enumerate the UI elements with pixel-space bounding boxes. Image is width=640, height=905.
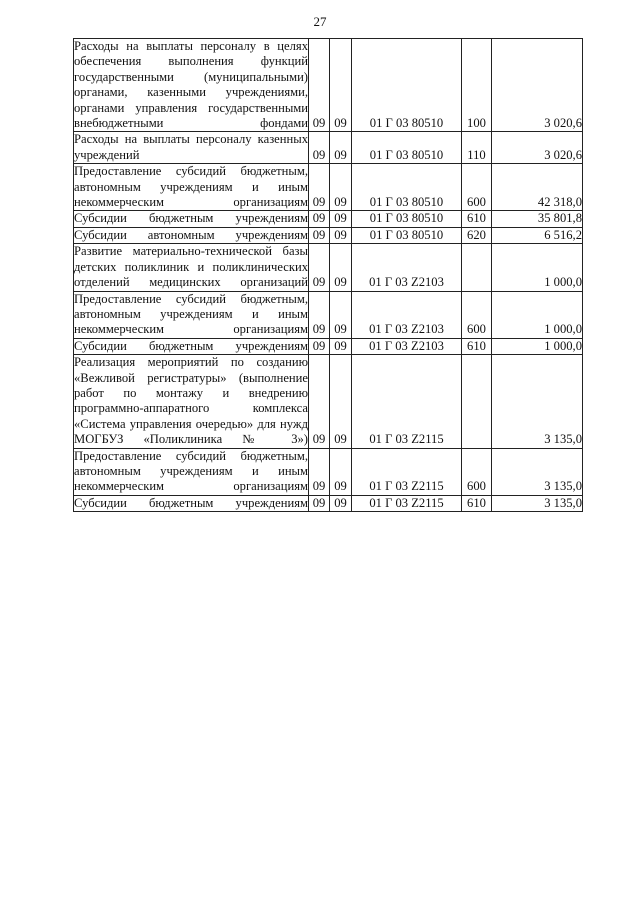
razdel-code: 09	[309, 448, 330, 495]
podrazdel-code: 09	[330, 211, 352, 227]
table-row	[74, 495, 583, 511]
page-number: 27	[313, 14, 327, 29]
razdel-code: 09	[309, 211, 330, 227]
podrazdel-code: 09	[330, 164, 352, 211]
razdel-code: 09	[309, 338, 330, 354]
podrazdel-code: 09	[330, 132, 352, 164]
expense-name: Субсидии бюджетным учреждениям	[74, 211, 308, 226]
target-article-code: 01 Г 03 Z2115	[352, 448, 462, 495]
expense-name: Субсидии автономным учреждениям	[74, 227, 308, 242]
table-row	[74, 164, 583, 211]
table-row	[74, 244, 583, 291]
podrazdel-code: 09	[330, 244, 352, 291]
razdel-code: 09	[309, 244, 330, 291]
target-article-code: 01 Г 03 80510	[352, 164, 462, 211]
razdel-code: 09	[309, 291, 330, 338]
expense-type-code: 610	[462, 495, 492, 511]
budget-table	[73, 38, 583, 512]
expense-type-code: 600	[462, 291, 492, 338]
podrazdel-code: 09	[330, 291, 352, 338]
podrazdel-code: 09	[330, 227, 352, 243]
expense-type-code: 110	[462, 132, 492, 164]
target-article-code: 01 Г 03 Z2115	[352, 495, 462, 511]
target-article-code: 01 Г 03 80510	[352, 39, 462, 132]
target-article-code: 01 Г 03 Z2103	[352, 291, 462, 338]
amount: 3 135,0	[492, 448, 583, 495]
expense-type-code: 600	[462, 164, 492, 211]
table-row	[74, 448, 583, 495]
amount: 3 020,6	[492, 132, 583, 164]
target-article-code: 01 Г 03 80510	[352, 132, 462, 164]
amount: 3 020,6	[492, 39, 583, 132]
table-row	[74, 132, 583, 164]
podrazdel-code: 09	[330, 448, 352, 495]
expense-type-code: 100	[462, 39, 492, 132]
expense-name: Расходы на выплаты персоналу казенных учреждений	[74, 132, 308, 162]
target-article-code: 01 Г 03 80510	[352, 227, 462, 243]
expense-type-code: 620	[462, 227, 492, 243]
table-row	[74, 211, 583, 227]
target-article-code: 01 Г 03 Z2115	[352, 355, 462, 448]
expense-name: Субсидии бюджетным учреждениям	[74, 495, 308, 510]
razdel-code: 09	[309, 164, 330, 211]
expense-type-code	[462, 244, 492, 291]
expense-name: Предоставление субсидий бюджетным, автономным учреждениям и иным некоммерческим организациям	[74, 291, 308, 337]
expense-name: Развитие материально-технической базы детских поликлиник и поликлинических отделений медицинских организаций	[74, 244, 308, 290]
expense-name: Субсидии бюджетным учреждениям	[74, 338, 308, 353]
podrazdel-code: 09	[330, 39, 352, 132]
podrazdel-code: 09	[330, 495, 352, 511]
amount: 3 135,0	[492, 495, 583, 511]
expense-name: Расходы на выплаты персоналу в целях обеспечения выполнения функций государственными (муниципальными) органами, казенными учреждениями, органами управления государственными внебюджетными фондами	[74, 39, 308, 131]
expense-name: Предоставление субсидий бюджетным, автономным учреждениям и иным некоммерческим организациям	[74, 448, 308, 494]
razdel-code: 09	[309, 355, 330, 448]
target-article-code: 01 Г 03 Z2103	[352, 338, 462, 354]
razdel-code: 09	[309, 132, 330, 164]
podrazdel-code: 09	[330, 338, 352, 354]
target-article-code: 01 Г 03 Z2103	[352, 244, 462, 291]
expense-type-code: 610	[462, 211, 492, 227]
amount: 42 318,0	[492, 164, 583, 211]
amount: 35 801,8	[492, 211, 583, 227]
table-row	[74, 227, 583, 243]
expense-name: Предоставление субсидий бюджетным, автономным учреждениям и иным некоммерческим организациям	[74, 164, 308, 210]
amount: 3 135,0	[492, 355, 583, 448]
table-row	[74, 291, 583, 338]
amount: 6 516,2	[492, 227, 583, 243]
razdel-code: 09	[309, 495, 330, 511]
expense-type-code	[462, 355, 492, 448]
target-article-code: 01 Г 03 80510	[352, 211, 462, 227]
razdel-code: 09	[309, 39, 330, 132]
amount: 1 000,0	[492, 291, 583, 338]
podrazdel-code: 09	[330, 355, 352, 448]
expense-type-code: 600	[462, 448, 492, 495]
amount: 1 000,0	[492, 244, 583, 291]
expense-type-code: 610	[462, 338, 492, 354]
expense-name: Реализация мероприятий по созданию «Вежливой регистратуры» (выполнение работ по монтажу и внедрению программно-аппаратного комплекса «Система управления очередью» для нужд МОГБУЗ «Поликлиника № 3»)	[74, 355, 308, 447]
razdel-code: 09	[309, 227, 330, 243]
table-row	[74, 39, 583, 132]
table-row	[74, 338, 583, 354]
amount: 1 000,0	[492, 338, 583, 354]
table-row	[74, 355, 583, 448]
